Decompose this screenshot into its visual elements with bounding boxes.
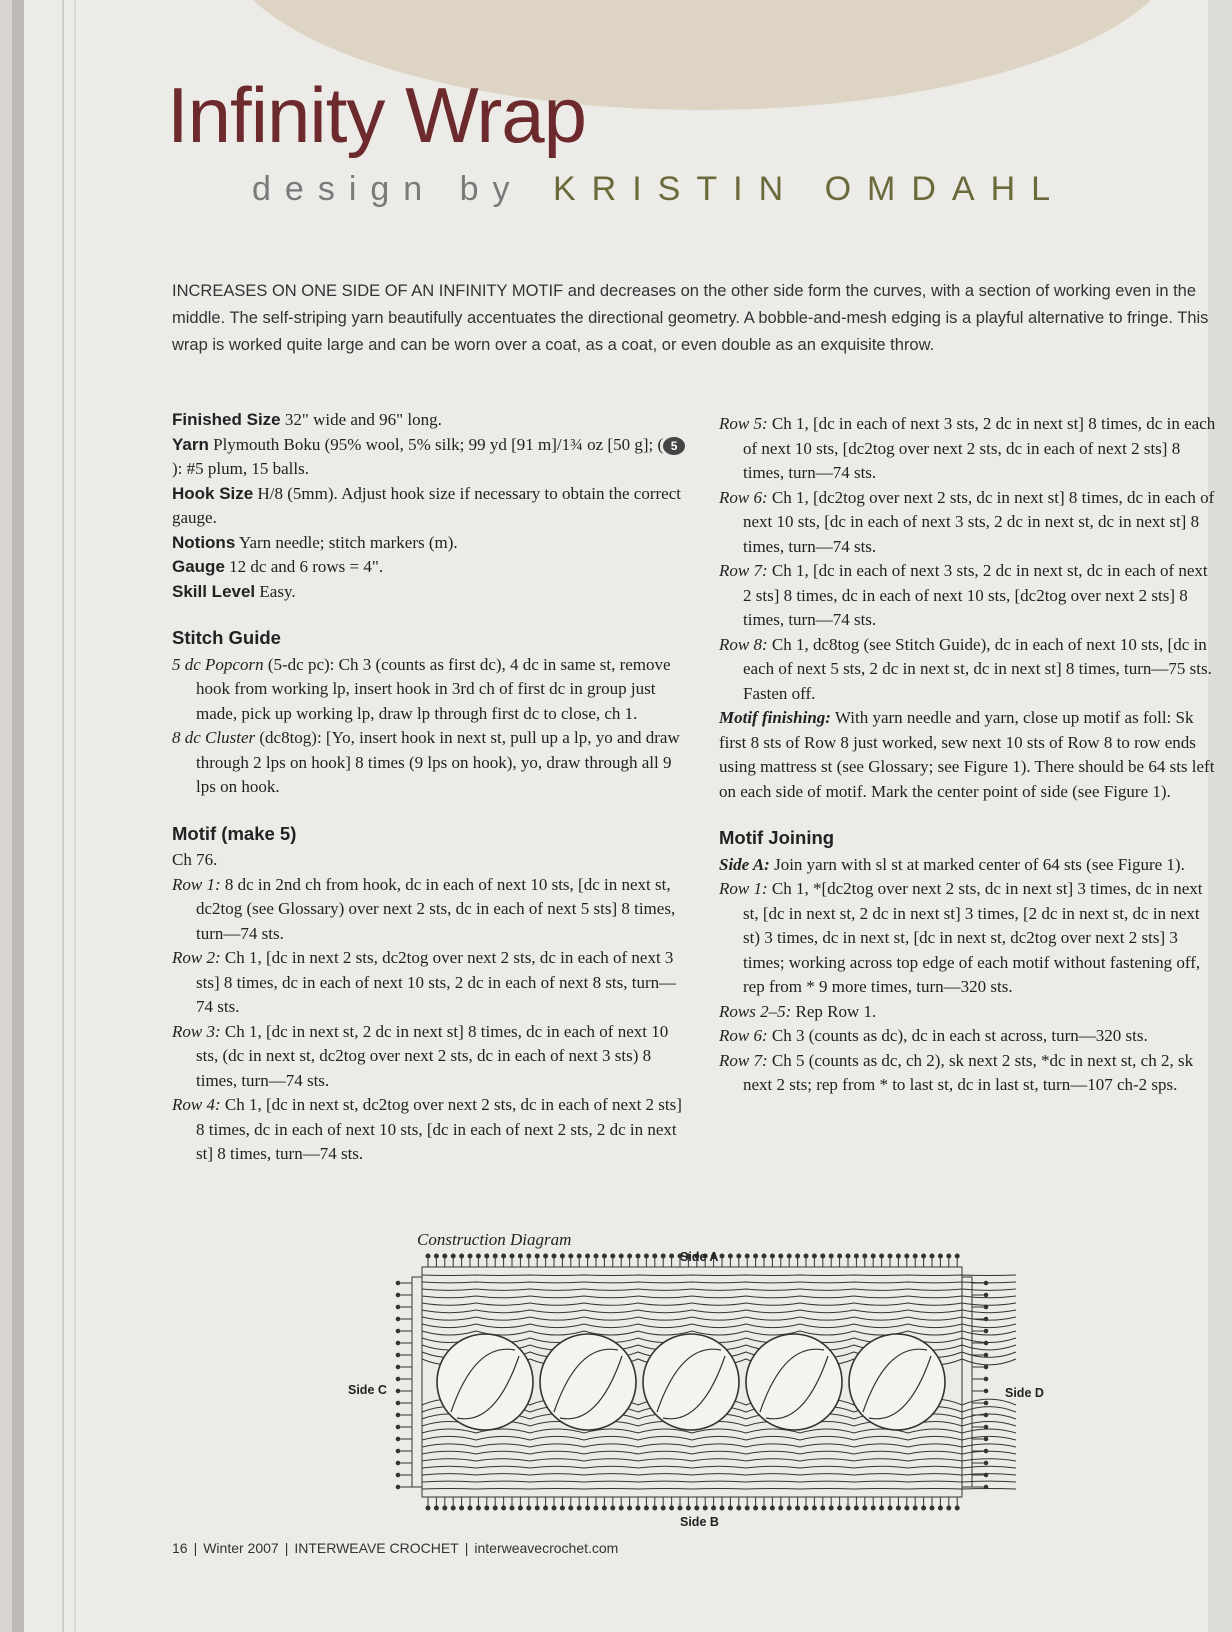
bobble <box>586 1254 590 1258</box>
diagram-row-line <box>422 1429 1016 1433</box>
bobble <box>586 1506 590 1510</box>
designer-name: KRISTIN OMDAHL <box>553 170 1067 208</box>
stitch-cluster: 8 dc Cluster (dc8tog): [Yo, insert hook in next st, pull up a lp, yo and draw through 2 lps on hook] 8 times (9 lps on hook), yo, draw through all 9 lps on hook. <box>172 728 680 796</box>
motif-heading: Motif (make 5) <box>172 822 297 844</box>
bobble <box>686 1506 690 1510</box>
bobble <box>560 1254 564 1258</box>
bobble <box>636 1506 640 1510</box>
bobble <box>670 1254 674 1258</box>
bobble <box>434 1254 438 1258</box>
joining-row-6: Row 6: Ch 3 (counts as dc), dc in each st across, turn—320 sts. <box>719 1026 1148 1045</box>
magazine-url: interweavecrochet.com <box>474 1540 619 1556</box>
bobble <box>737 1506 741 1510</box>
diagram-row-line <box>422 1310 1016 1313</box>
bobble <box>661 1254 665 1258</box>
bobble <box>577 1506 581 1510</box>
bobble <box>552 1254 556 1258</box>
bobble <box>527 1254 531 1258</box>
bobble <box>426 1254 430 1258</box>
bobble <box>930 1254 934 1258</box>
bobble <box>569 1254 573 1258</box>
side-bobble <box>396 1449 400 1453</box>
diagram-row-line <box>422 1303 1016 1305</box>
diagram-row-line <box>422 1474 1016 1475</box>
bobble <box>922 1254 926 1258</box>
motif-circle <box>437 1334 533 1430</box>
motif-row-5: Row 5: Ch 1, [dc in each of next 3 sts, 2 dc in next st] 8 times, dc in each of next 10 sts, [dc2tog over next 2 sts, dc in each of next 2 sts] 8 times, turn—74 sts. <box>719 414 1216 482</box>
side-bobble <box>396 1341 400 1345</box>
page-edge-line <box>74 0 76 1632</box>
side-bobble <box>984 1281 988 1285</box>
joining-row-1: Row 1: Ch 1, *[dc2tog over next 2 sts, dc in next st] 3 times, dc in next st, [dc in next st, 2 dc in next st] 3 times, [2 dc in next st, dc in next st) 3 times, dc in next st, [dc in next st, dc2tog over next 2 sts] 3 times; working across top edge of each motif without fastening off, rep from * 9 more times, turn—320 sts. <box>719 879 1203 996</box>
bobble <box>728 1506 732 1510</box>
bobble <box>443 1254 447 1258</box>
side-bobble <box>396 1437 400 1441</box>
bobble <box>947 1254 951 1258</box>
bobble <box>955 1506 959 1510</box>
page-edge <box>12 0 24 1632</box>
bobble <box>493 1506 497 1510</box>
intro-text: and decreases on the other side form the curves, with a section of working even in the middle. The self-striping yarn beautifully accentuates the directional geometry. A bobble-and-mesh edging is a playful alternative to fringe. This wrap is worked quite large and can be worn over a coat, as a coat, or even double as an exquisite throw. <box>172 282 1209 354</box>
side-bobble <box>984 1449 988 1453</box>
intro-lead: INCREASES ON ONE SIDE OF AN INFINITY MOTIF <box>172 282 564 300</box>
bobble <box>930 1506 934 1510</box>
magazine-name: INTERWEAVE CROCHET <box>294 1540 459 1556</box>
bobble <box>880 1254 884 1258</box>
bobble <box>703 1506 707 1510</box>
spec-skill-level: Skill Level Easy. <box>172 581 296 601</box>
bobble <box>602 1254 606 1258</box>
bobble <box>518 1254 522 1258</box>
diagram-row-line <box>422 1451 1016 1454</box>
bobble <box>796 1506 800 1510</box>
bobble <box>728 1254 732 1258</box>
bobble <box>896 1254 900 1258</box>
bobble <box>838 1254 842 1258</box>
bobble <box>594 1506 598 1510</box>
side-bobble <box>984 1401 988 1405</box>
diagram-title: Construction Diagram <box>417 1230 572 1249</box>
issue: Winter 2007 <box>203 1540 279 1556</box>
bobble <box>569 1506 573 1510</box>
side-bobble <box>396 1377 400 1381</box>
motif-row-7: Row 7: Ch 1, [dc in each of next 3 sts, 2 dc in next st, dc in each of next 2 sts] 8 times, dc in each of next 10 sts, [dc2tog over next 2 sts] 8 times, turn—74 sts. <box>719 561 1208 629</box>
motif-circle <box>849 1334 945 1430</box>
magazine-page <box>12 0 1232 1632</box>
motif-row-6: Row 6: Ch 1, [dc2tog over next 2 sts, dc in next st] 8 times, dc in each of next 10 sts, [dc in each of next 3 sts, 2 dc in next st, dc in next st] 8 times, turn—74 sts. <box>719 487 1215 556</box>
diagram-row-line <box>422 1289 1016 1290</box>
diagram-row-line <box>422 1436 1016 1440</box>
motif-chain: Ch 76. <box>172 850 218 869</box>
right-column <box>719 412 1219 1098</box>
side-bobble <box>984 1293 988 1297</box>
bobble <box>502 1506 506 1510</box>
bobble <box>938 1506 942 1510</box>
diagram-row-line <box>422 1331 1016 1335</box>
bobble <box>787 1254 791 1258</box>
motif-row-3: Row 3: Ch 1, [dc in next st, 2 dc in next st] 8 times, dc in each of next 10 sts, (dc in next st, dc2tog over next 2 sts, dc in each of next 3 sts) 8 times, turn—74 sts. <box>172 1021 669 1090</box>
side-bobble <box>984 1377 988 1381</box>
diagram-row-line <box>422 1466 1016 1468</box>
bobble <box>829 1254 833 1258</box>
byline-lead: design by <box>252 170 524 208</box>
bobble <box>922 1506 926 1510</box>
page-footer: 16 | Winter 2007 | INTERWEAVE CROCHET | interweavecrochet.com <box>172 1540 619 1556</box>
diagram-row-line <box>422 1317 1016 1320</box>
bobble <box>485 1254 489 1258</box>
bobble <box>804 1506 808 1510</box>
bobble <box>544 1506 548 1510</box>
bobble <box>762 1506 766 1510</box>
side-d-label: Side D <box>1005 1386 1044 1400</box>
diagram-row-line <box>422 1481 1016 1482</box>
bobble <box>653 1254 657 1258</box>
motif-joining-heading: Motif Joining <box>719 827 835 848</box>
bobble <box>871 1506 875 1510</box>
bobble <box>552 1506 556 1510</box>
side-bobble <box>984 1341 988 1345</box>
bobble <box>594 1254 598 1258</box>
page-title: Infinity Wrap <box>167 71 587 159</box>
joining-row-7: Row 7: Ch 5 (counts as dc, ch 2), sk next 2 sts, *dc in next st, ch 2, sk next 2 sts; rep from * to last st, dc in last st, turn—107 ch-2 sps. <box>719 1050 1194 1094</box>
bobble <box>838 1506 842 1510</box>
bobble <box>460 1254 464 1258</box>
side-bobble <box>984 1353 988 1357</box>
bobble <box>754 1254 758 1258</box>
bobble <box>602 1506 606 1510</box>
bobble <box>913 1506 917 1510</box>
bobble <box>678 1506 682 1510</box>
side-bobble <box>984 1365 988 1369</box>
bobble <box>770 1254 774 1258</box>
bobble <box>905 1254 909 1258</box>
bobble <box>628 1506 632 1510</box>
bobble <box>476 1254 480 1258</box>
side-a-label: Side A <box>680 1250 719 1264</box>
side-bobble <box>396 1401 400 1405</box>
bobble <box>544 1254 548 1258</box>
side-bobble <box>396 1365 400 1369</box>
bobble <box>451 1506 455 1510</box>
bobble <box>787 1506 791 1510</box>
side-b-label: Side B <box>680 1515 719 1529</box>
bobble <box>468 1254 472 1258</box>
construction-diagram <box>342 1235 1042 1535</box>
motif-circle <box>746 1334 842 1430</box>
side-bobble <box>984 1329 988 1333</box>
bobble <box>712 1506 716 1510</box>
bobble <box>628 1254 632 1258</box>
spec-hook-size: Hook Size H/8 (5mm). Adjust hook size if necessary to obtain the correct gauge. <box>172 483 681 527</box>
bobble <box>476 1506 480 1510</box>
bobble <box>821 1506 825 1510</box>
side-bobble <box>396 1485 400 1489</box>
bobble <box>905 1506 909 1510</box>
motif-row-1: Row 1: 8 dc in 2nd ch from hook, dc in each of next 10 sts, [dc in next st, dc2tog (see Glossary) over next 2 sts, dc in each of next 5 sts] 8 times, turn—74 sts. <box>172 874 676 943</box>
bobble <box>535 1506 539 1510</box>
bobble <box>737 1254 741 1258</box>
bobble <box>670 1506 674 1510</box>
bobble <box>863 1506 867 1510</box>
bobble <box>577 1254 581 1258</box>
bobble <box>619 1506 623 1510</box>
spec-yarn: Yarn Plymouth Boku (95% wool, 5% silk; 99 yd [91 m]/1¾ oz [50 g]; ( 5): #5 plum, 15 balls. <box>172 433 692 482</box>
side-bobble <box>396 1317 400 1321</box>
bobble <box>871 1254 875 1258</box>
joining-side-a: Side A: Join yarn with sl st at marked center of 64 sts (see Figure 1). <box>719 854 1185 874</box>
bobble <box>527 1506 531 1510</box>
motif-row-2: Row 2: Ch 1, [dc in next 2 sts, dc2tog over next 2 sts, dc in each of next 3 sts] 8 times, dc in each of next 10 sts, 2 dc in each of next 8 sts, turn—74 sts. <box>172 948 677 1016</box>
bobble <box>426 1506 430 1510</box>
bobble <box>653 1506 657 1510</box>
bobble <box>510 1506 514 1510</box>
intro-paragraph <box>172 278 1232 359</box>
byline <box>252 170 1066 209</box>
side-bobble <box>984 1437 988 1441</box>
spec-notions: Notions Yarn needle; stitch markers (m). <box>172 532 458 552</box>
side-bobble <box>984 1473 988 1477</box>
stitch-guide-heading: Stitch Guide <box>172 627 281 648</box>
bobble <box>854 1254 858 1258</box>
motif-finishing: Motif finishing: With yarn needle and yarn, close up motif as foll: Sk first 8 sts of Row 8 just worked, sew next 10 sts of Row 8 to row ends using mattress st (see Glossary; see Figure 1). There should be 64 sts left on each side of motif. Mark the center point of side (see Figure 1). <box>719 708 1215 801</box>
bobble <box>619 1254 623 1258</box>
bobble <box>695 1506 699 1510</box>
bobble <box>535 1254 539 1258</box>
bobble <box>779 1506 783 1510</box>
bobble <box>863 1254 867 1258</box>
bobble <box>812 1506 816 1510</box>
diagram-row-line <box>422 1282 1016 1283</box>
bobble <box>955 1254 959 1258</box>
side-bobble <box>984 1485 988 1489</box>
bobble <box>896 1506 900 1510</box>
bobble <box>762 1254 766 1258</box>
bobble <box>745 1506 749 1510</box>
bobble <box>661 1506 665 1510</box>
bobble <box>720 1254 724 1258</box>
side-c-band <box>412 1277 422 1487</box>
bobble <box>611 1506 615 1510</box>
bobble <box>720 1506 724 1510</box>
bobble <box>829 1506 833 1510</box>
joining-rows-2-5: Rows 2–5: Rep Row 1. <box>719 1001 877 1021</box>
bobble <box>888 1254 892 1258</box>
bobble <box>451 1254 455 1258</box>
motif-circle <box>540 1334 636 1430</box>
bobble <box>560 1506 564 1510</box>
bobble <box>485 1506 489 1510</box>
bobble <box>510 1254 514 1258</box>
bobble <box>812 1254 816 1258</box>
page-edge-line <box>62 0 64 1632</box>
bobble <box>502 1254 506 1258</box>
bobble <box>493 1254 497 1258</box>
bobble <box>938 1254 942 1258</box>
bobble <box>644 1254 648 1258</box>
diagram-row-line <box>422 1459 1016 1461</box>
bobble <box>611 1254 615 1258</box>
bobble <box>846 1254 850 1258</box>
bobble <box>434 1506 438 1510</box>
diagram-row-line <box>422 1296 1016 1298</box>
side-bobble <box>984 1317 988 1321</box>
side-bobble <box>396 1425 400 1429</box>
side-c-label: Side C <box>348 1383 387 1397</box>
side-bobble <box>984 1305 988 1309</box>
motif-row-4: Row 4: Ch 1, [dc in next st, dc2tog over next 2 sts, dc in each of next 2 sts] 8 times, dc in each of next 10 sts, [dc in each of next 2 sts, 2 dc in next st] 8 times, turn—74 sts. <box>172 1095 682 1163</box>
bobble <box>754 1506 758 1510</box>
yarn-weight-icon: 5 <box>663 437 685 455</box>
page-number: 16 <box>172 1540 188 1556</box>
side-bobble <box>396 1353 400 1357</box>
bobble <box>644 1506 648 1510</box>
bobble <box>821 1254 825 1258</box>
bobble <box>888 1506 892 1510</box>
side-bobble <box>396 1293 400 1297</box>
bobble <box>796 1254 800 1258</box>
bobble <box>636 1254 640 1258</box>
bobble <box>913 1254 917 1258</box>
side-bobble <box>396 1461 400 1465</box>
side-bobble <box>984 1461 988 1465</box>
side-bobble <box>396 1473 400 1477</box>
bobble <box>947 1506 951 1510</box>
motif-circle <box>643 1334 739 1430</box>
side-bobble <box>984 1425 988 1429</box>
spec-gauge: Gauge 12 dc and 6 rows = 4". <box>172 557 384 576</box>
bobble <box>460 1506 464 1510</box>
side-d-band <box>962 1277 972 1487</box>
side-bobble <box>984 1389 988 1393</box>
side-bobble <box>396 1413 400 1417</box>
bobble <box>880 1506 884 1510</box>
side-bobble <box>396 1389 400 1393</box>
side-bobble <box>396 1305 400 1309</box>
bobble <box>804 1254 808 1258</box>
bobble <box>443 1506 447 1510</box>
spec-finished-size: Finished Size 32" wide and 96" long. <box>172 410 442 429</box>
diagram-row-line <box>422 1324 1016 1328</box>
bobble <box>770 1506 774 1510</box>
diagram-row-line <box>422 1444 1016 1447</box>
bobble <box>518 1506 522 1510</box>
side-bobble <box>396 1281 400 1285</box>
left-column <box>172 408 692 1167</box>
bobble <box>468 1506 472 1510</box>
bobble <box>846 1506 850 1510</box>
side-bobble <box>984 1413 988 1417</box>
side-bobble <box>396 1329 400 1333</box>
bobble <box>745 1254 749 1258</box>
motif-row-8: Row 8: Ch 1, dc8tog (see Stitch Guide), dc in each of next 10 sts, [dc in each of next 5 sts, 2 dc in next st, dc in next st] 8 times, turn—75 sts. Fasten off. <box>719 634 1212 703</box>
bobble <box>854 1506 858 1510</box>
bobble <box>779 1254 783 1258</box>
stitch-popcorn: 5 dc Popcorn (5-dc pc): Ch 3 (counts as first dc), 4 dc in same st, remove hook from working lp, insert hook in 3rd ch of first dc in group just made, pick up working lp, draw lp through first dc to close, ch 1. <box>172 654 671 723</box>
